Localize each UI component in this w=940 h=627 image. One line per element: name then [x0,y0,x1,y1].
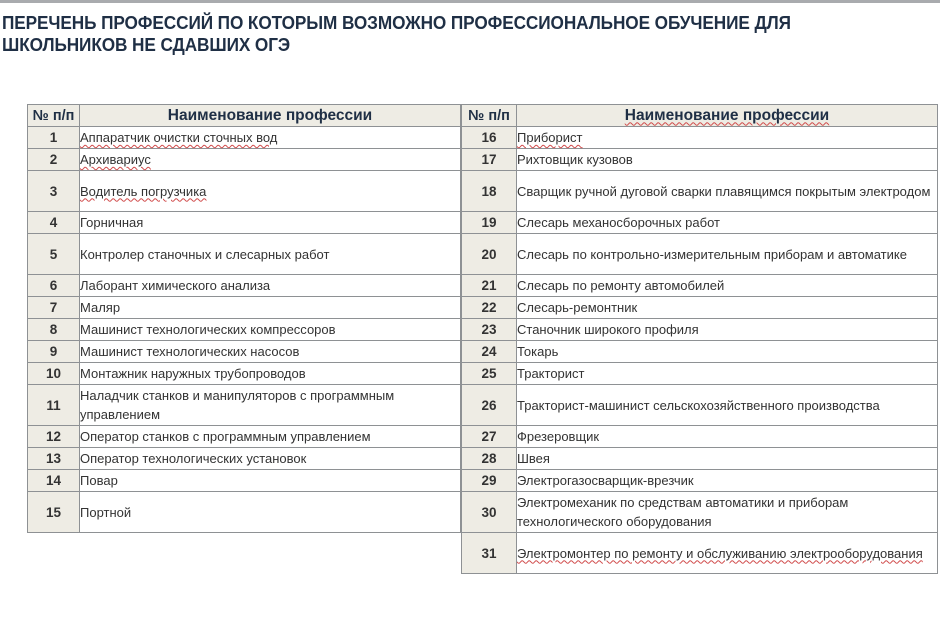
row-number: 6 [28,275,80,297]
table-row [28,385,461,426]
profession-name: Станочник широкого профиля [517,319,938,341]
row-number: 30 [462,492,517,533]
row-number: 22 [462,297,517,319]
profession-name: Рихтовщик кузовов [517,149,938,171]
table-row [462,234,938,275]
table-row [28,319,461,341]
profession-name: Приборист [517,130,583,145]
table-row [462,212,938,234]
top-border-bar [0,0,940,3]
profession-cell [517,127,938,149]
row-number: 13 [28,448,80,470]
row-number: 8 [28,319,80,341]
row-number: 18 [462,171,517,212]
table-row [28,426,461,448]
profession-name: Машинист технологических компрессоров [80,319,461,341]
row-number: 11 [28,385,80,426]
profession-name: Аппаратчик очистки сточных вод [80,130,278,145]
table-row [28,212,461,234]
row-number: 12 [28,426,80,448]
profession-name: Архивариус [80,152,151,167]
table-row [462,127,938,149]
profession-name: Слесарь-ремонтник [517,297,938,319]
row-number: 16 [462,127,517,149]
profession-name: Оператор станков с программным управлением [80,426,461,448]
table-row [28,363,461,385]
profession-name: Электромеханик по средствам автоматики и приборам технологического оборудования [517,492,938,533]
table-row [28,341,461,363]
professions-table-left [27,104,461,533]
profession-name: Контролер станочных и слесарных работ [80,234,461,275]
table-row [28,470,461,492]
professions-table-right [461,104,938,574]
table-row [462,297,938,319]
table-row [462,385,938,426]
table-header-row [28,105,461,127]
table-row [28,127,461,149]
row-number: 3 [28,171,80,212]
profession-cell [80,171,461,212]
profession-cell [80,149,461,171]
column-header-profession [517,105,938,127]
row-number: 15 [28,492,80,533]
row-number: 4 [28,212,80,234]
profession-name: Монтажник наружных трубопроводов [80,363,461,385]
table-row [462,426,938,448]
page-title-line-2: ШКОЛЬНИКОВ НЕ СДАВШИХ ОГЭ [2,34,291,55]
table-row [462,341,938,363]
table-row [28,448,461,470]
table-row [462,448,938,470]
profession-name: Тракторист [517,363,938,385]
table-row [462,275,938,297]
row-number: 20 [462,234,517,275]
profession-name: Швея [517,448,938,470]
row-number: 19 [462,212,517,234]
row-number: 31 [462,533,517,574]
page-title-line-1: ПЕРЕЧЕНЬ ПРОФЕССИЙ ПО КОТОРЫМ ВОЗМОЖНО ПРОФЕССИОНАЛЬНОЕ ОБУЧЕНИЕ ДЛЯ [2,12,791,33]
profession-cell [80,127,461,149]
table-row [462,470,938,492]
column-header-number: № п/п [462,105,517,127]
table-row [462,363,938,385]
row-number: 29 [462,470,517,492]
column-header-profession-label: Наименование профессии [624,106,830,124]
profession-name: Водитель погрузчика [80,183,207,199]
row-number: 23 [462,319,517,341]
row-number: 2 [28,149,80,171]
profession-name: Слесарь по контрольно-измерительным приборам и автоматике [517,234,938,275]
profession-name: Горничная [80,212,461,234]
table-row [462,171,938,212]
page-title [2,12,872,56]
profession-name: Слесарь по ремонту автомобилей [517,275,938,297]
row-number: 1 [28,127,80,149]
profession-name: Машинист технологических насосов [80,341,461,363]
profession-name: Токарь [517,341,938,363]
profession-name: Слесарь механосборочных работ [517,212,938,234]
row-number: 17 [462,149,517,171]
row-number: 28 [462,448,517,470]
table-row [462,533,938,574]
row-number: 9 [28,341,80,363]
profession-name: Фрезеровщик [517,426,938,448]
row-number: 7 [28,297,80,319]
profession-name: Наладчик станков и манипуляторов с программным управлением [80,385,461,426]
row-number: 14 [28,470,80,492]
table-row [28,492,461,533]
table-row [28,275,461,297]
profession-name: Портной [80,492,461,533]
column-header-profession: Наименование профессии [80,105,461,127]
table-row [28,234,461,275]
profession-name: Повар [80,470,461,492]
row-number: 10 [28,363,80,385]
table-row [462,149,938,171]
row-number: 25 [462,363,517,385]
table-row [462,319,938,341]
profession-name: Электрогазосварщик-врезчик [517,470,938,492]
table-header-row [462,105,938,127]
column-header-number: № п/п [28,105,80,127]
row-number: 26 [462,385,517,426]
table-row [462,492,938,533]
profession-name: Оператор технологических установок [80,448,461,470]
profession-name: Электромонтер по ремонту и обслуживанию электрооборудования [517,545,923,561]
table-row [28,149,461,171]
row-number: 27 [462,426,517,448]
row-number: 5 [28,234,80,275]
table-row [28,171,461,212]
profession-name: Лаборант химического анализа [80,275,461,297]
row-number: 21 [462,275,517,297]
profession-cell [517,533,938,574]
profession-name: Маляр [80,297,461,319]
profession-name: Сварщик ручной дуговой сварки плавящимся покрытым электродом [517,171,938,212]
table-row [28,297,461,319]
profession-name: Тракторист-машинист сельскохозяйственного производства [517,385,938,426]
row-number: 24 [462,341,517,363]
